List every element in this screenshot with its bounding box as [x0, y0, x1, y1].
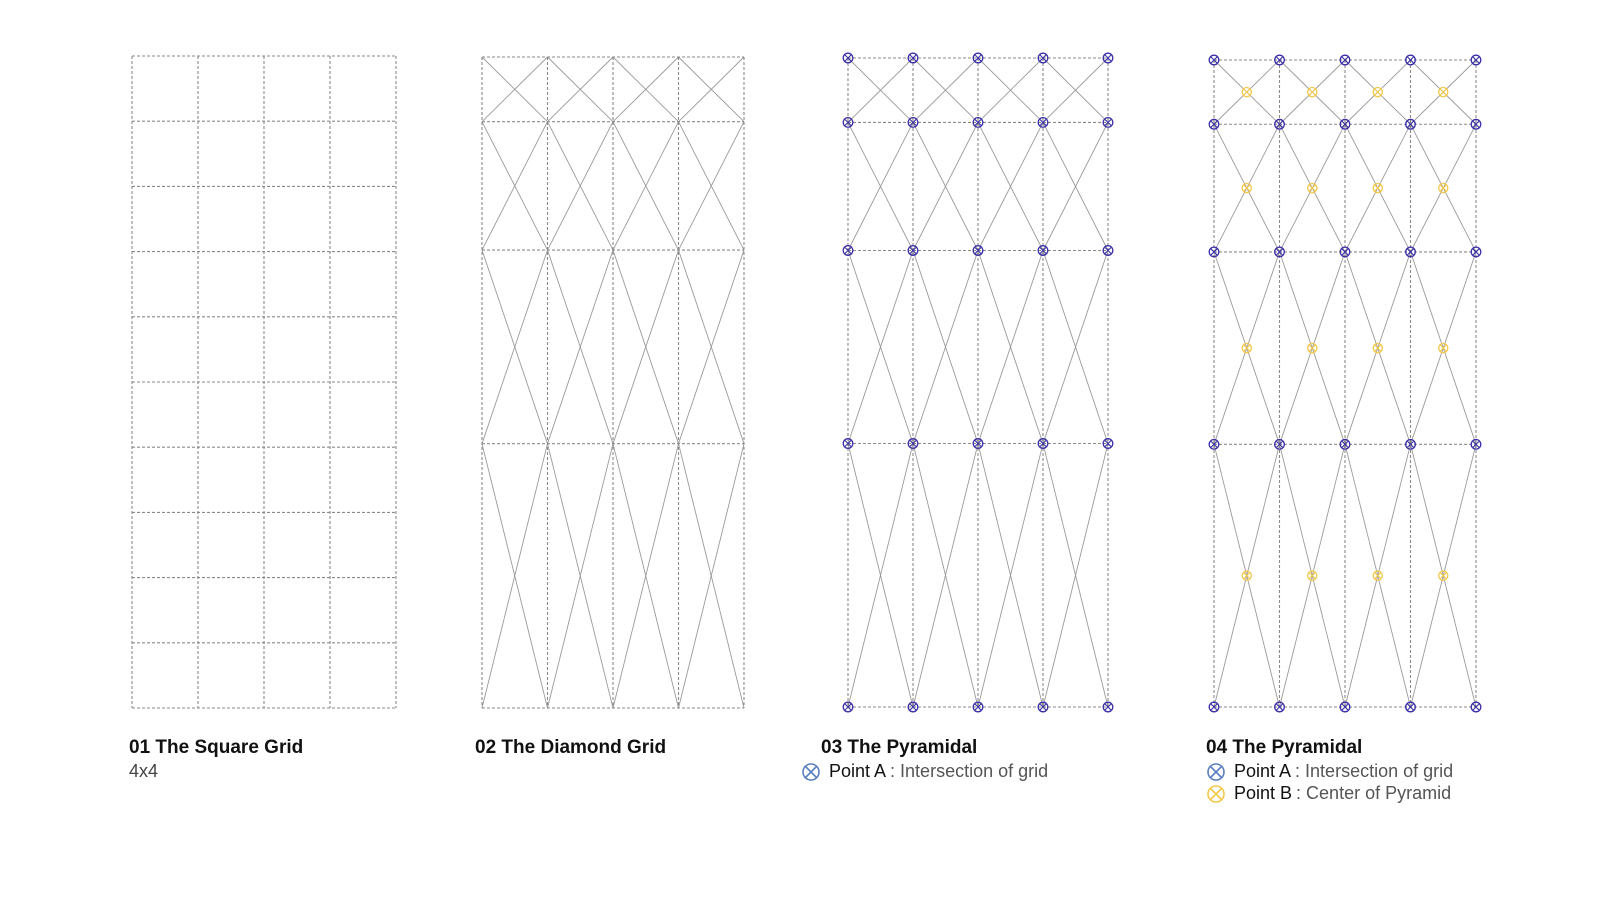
legend-point-a-desc: : Intersection of grid: [890, 760, 1049, 781]
point-b-marker: [1373, 344, 1382, 353]
point-b-marker: [1308, 571, 1317, 580]
point-b-marker: [1242, 571, 1251, 580]
point-b-marker: [1373, 88, 1382, 97]
point-b-marker: [1308, 183, 1317, 192]
point-b-marker: [1439, 183, 1448, 192]
circled-x-icon: [1206, 784, 1226, 804]
point-a-marker: [843, 53, 853, 63]
legend-point-a: [1206, 761, 1453, 783]
point-a-marker: [1406, 702, 1416, 712]
point-a-marker: [1209, 55, 1219, 65]
point-b-marker: [1242, 344, 1251, 353]
point-b-marker: [1373, 183, 1382, 192]
square-grid-caption: [129, 737, 303, 782]
point-b-marker: [1439, 571, 1448, 580]
point-b-marker: [1242, 183, 1251, 192]
legend-point-b: [1206, 783, 1453, 805]
legend-point-a-label: Point A: [1234, 760, 1292, 781]
circled-x-icon: [801, 762, 821, 782]
diamond-grid-caption: [475, 737, 666, 760]
legend-point-a: [801, 761, 1048, 783]
point-b-marker: [1242, 88, 1251, 97]
legend-point-b-label: Point B: [1234, 783, 1293, 804]
point-b-marker: [1373, 571, 1382, 580]
point-a-marker: [1471, 55, 1481, 65]
point-a-marker: [1209, 702, 1219, 712]
pyramidal-grid-centers-panel: [1209, 55, 1481, 712]
pyramidal-grid-panel: [843, 53, 1113, 712]
point-b-marker: [1308, 344, 1317, 353]
pyramidal-caption: [821, 737, 1048, 782]
point-b-marker: [1308, 88, 1317, 97]
point-b-marker: [1439, 88, 1448, 97]
circled-x-icon: [1206, 762, 1226, 782]
legend-point-a-desc: : Intersection of grid: [1295, 760, 1454, 781]
diamond-grid-title: 02 The Diamond Grid: [475, 737, 667, 758]
square-grid-title: 01 The Square Grid: [129, 737, 304, 758]
point-a-marker: [1406, 55, 1416, 65]
pyramidal-centers-title: 04 The Pyramidal: [1206, 737, 1363, 758]
legend-point-b-desc: : Center of Pyramid: [1296, 783, 1452, 804]
square-grid-subtitle: 4x4: [129, 760, 159, 781]
diamond-grid-panel: [482, 57, 744, 708]
point-a-marker: [1471, 702, 1481, 712]
square-grid-panel: [132, 56, 396, 708]
pyramidal-centers-caption: [1206, 737, 1453, 805]
pyramidal-title: 03 The Pyramidal: [821, 737, 978, 758]
point-b-marker: [1439, 344, 1448, 353]
legend-point-a-label: Point A: [829, 760, 887, 781]
